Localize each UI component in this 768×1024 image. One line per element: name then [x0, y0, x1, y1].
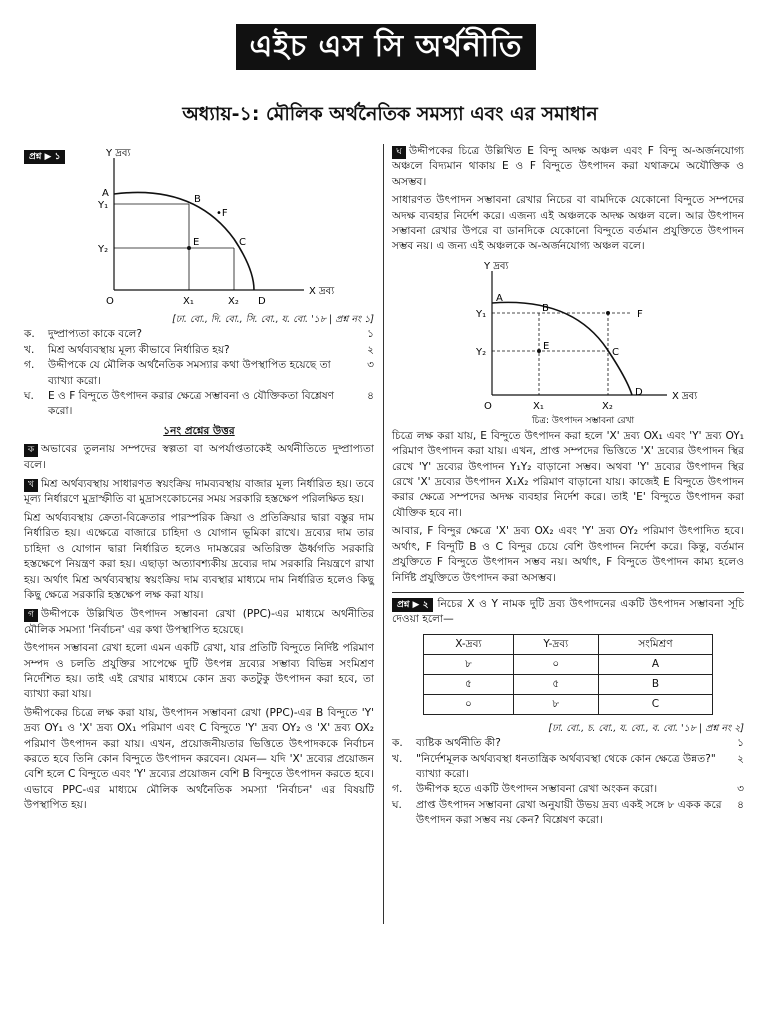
q2-badge: প্রশ্ন ▶ ২ [392, 598, 433, 612]
q1-ppc-graph [84, 144, 384, 312]
q1-answer-kha [24, 477, 374, 603]
g2-point-e [537, 349, 541, 353]
q1-point-e [187, 246, 191, 250]
q1-label-a: A [102, 188, 109, 199]
g2-point-f [606, 311, 610, 315]
q2-separator [392, 592, 744, 593]
g2-label-y1: Y₁ [476, 308, 487, 320]
answer-badge: ক [24, 444, 38, 457]
q1-label-y1: Y₁ [98, 200, 109, 211]
answer-text: মিশ্র অর্থব্যবস্থায় সাধারণত স্বয়ংক্রিয় দামব্যবস্থায় বাজার মূল্য নির্ধারিত হয়। তবে মূল্য নির্ধারণে মুদ্রাস্ফীতি বা মুদ্রাসংকোচনের সময় সরকারি হস্তক্ষেপ পরিলক্ষিত হয়। [24, 478, 374, 506]
q1-answer-gha [392, 144, 744, 255]
right-column [392, 144, 744, 829]
table-header: Y-দ্রব্য [513, 634, 598, 654]
table-cell: ৮ [513, 694, 598, 714]
sq-text: উদ্দীপক হতে একটি উৎপাদন সম্ভাবনা রেখা অংকন করো। [416, 783, 658, 796]
q1-answer-gha-more [392, 429, 744, 586]
chapter-title: অধ্যায়-১: মৌলিক অর্থনৈতিক সমস্যা এবং এর সমাধান [182, 103, 598, 125]
answer-text: মিশ্র অর্থব্যবস্থায় ক্রেতা-বিক্রেতার পারস্পরিক ক্রিয়া ও প্রতিক্রিয়ার দ্বারা বস্তুর দাম নির্ধারিত হয়। এক্ষেত্রে বাজারে চাহিদা ও যোগান ভূমিকা রাখে। দ্রব্যের দাম তার চাহিদা ও যোগান দ্বারা নির্ধারিত হলেও দামস্তরের অতিরিক্ত ঊর্ধ্বগতি সরকারি হস্তক্ষেপে নিয়ন্ত্রণ করা হয়। এছাড়া অত্যাবশ্যকীয় দ্রব্যের দাম সরকারি নিয়ন্ত্রণে রাখা হয়। অর্থাৎ মিশ্র অর্থব্যবস্থায় স্বয়ংক্রিয় দাম ব্যবস্থার মাধ্যমে দাম নির্ধারিত হলেও কিছু কিছু ক্ষেত্রে সরকারি হস্তক্ষেপ লক্ষ করা যায়। [24, 511, 374, 601]
q1-answer-title: ১নং প্রশ্নের উত্তর [163, 424, 235, 437]
g2-label-x2: X₂ [602, 400, 613, 412]
table-row [424, 674, 713, 694]
g2-label-e: E [543, 340, 550, 352]
table-cell: ৮ [424, 654, 514, 674]
q1-badge: প্রশ্ন ▶ ১ [24, 150, 65, 164]
g2-label-o: O [484, 400, 492, 412]
q1-sub-questions [24, 327, 374, 419]
g2-label-a: A [496, 292, 503, 304]
q2-sub-ga [392, 782, 744, 797]
q1-sub-ga [24, 358, 374, 389]
sq-text: দুষ্প্রাপ্যতা কাকে বলে? [48, 328, 142, 341]
sq-text: উদ্দীপকে যে মৌলিক অর্থনৈতিক সমস্যার কথা উপস্থাপিত হয়েছে তা ব্যাখ্যা করো। [48, 359, 331, 387]
sq-key: খ. [392, 752, 403, 765]
q2-intro [392, 597, 744, 628]
sq-text: মিশ্র অর্থব্যবস্থায় মূল্য কীভাবে নির্ধারিত হয়? [48, 343, 230, 356]
table-cell: ০ [513, 654, 598, 674]
answer-text: আবার, F বিন্দুর ক্ষেত্রে 'X' দ্রব্য OX₂ এবং 'Y' দ্রব্য OY₂ পরিমাণ উৎপাদিত হবে। অর্থাৎ, F বিন্দুটি B ও C বিন্দুর চেয়ে বেশি উৎপাদন নির্দেশ করে। কিন্তু, বর্তমান প্রযুক্তিতে F বিন্দুতে উৎপাদন সম্ভব নয়। অর্থাৎ, F বিন্দুতে উৎপাদন কাম্য হলেও নির্দিষ্ট প্রযুক্তিতে উৎপাদন করা অসম্ভব। [392, 525, 744, 584]
q2-intro-text: নিচের X ও Y নামক দুটি দ্রব্য উৎপাদনের একটি উৎপাদন সম্ভাবনা সূচি দেওয়া হলো— [392, 597, 744, 626]
q2-sub-ka [392, 736, 744, 751]
g2-label-f: F [637, 308, 643, 320]
q1-label-y2: Y₂ [98, 244, 109, 255]
table-header: X-দ্রব্য [424, 634, 514, 654]
table-cell: B [598, 674, 712, 694]
answer-text: উদ্দীপকের চিত্রে উল্লিখিত E বিন্দু অদক্ষ অঞ্চল এবং F বিন্দু অ-অর্জনযোগ্য অঞ্চলে বিদ্যমান থাকায় E ও F বিন্দুতে উৎপাদন করা যথাক্রমে অযৌক্তিক ও অসম্ভব। [392, 145, 744, 188]
answer-badge: ঘ [392, 146, 406, 159]
g2-caption: চিত্র: উৎপাদন সম্ভাবনা রেখা [532, 415, 635, 426]
q1-answer-ka [24, 442, 374, 473]
q1-label-x1: X₁ [183, 296, 194, 307]
answer-badge: গ [24, 609, 38, 622]
g2-y-label: Y দ্রব্য [484, 260, 509, 272]
sq-text: "নির্দেশমূলক অর্থব্যবস্থা ধনতান্ত্রিক অর্থব্যবস্থা থেকে কোন ক্ষেত্রে উন্নত?" ব্যাখ্যা করো। [416, 752, 716, 780]
sq-text: E ও F বিন্দুতে উৎপাদন করার ক্ষেত্রে সম্ভাবনা ও যৌক্তিকতা বিশ্লেষণ করো। [48, 390, 335, 418]
q1-graph2-block [392, 259, 744, 429]
table-header-row [424, 634, 713, 654]
q1-ppc-graph-2 [432, 259, 732, 429]
q1-label-c: C [239, 237, 246, 248]
q2-sub-gha [392, 798, 744, 829]
answer-text: চিত্রে লক্ষ করা যায়, E বিন্দুতে উৎপাদন করা হলে 'X' দ্রব্য OX₁ এবং 'Y' দ্রব্য OY₁ পরিমাণ উৎপাদন করা যায়। এখন, প্রাপ্ত সম্পদের ভিত্তিতে 'X' দ্রব্যের উৎপাদন স্থির রেখে 'Y' দ্রব্যের উৎপাদন Y₁Y₂ বাড়ানো সম্ভব। অথবা 'Y' দ্রব্যের উৎপাদন স্থির রেখে 'X' দ্রব্যের উৎপাদন X₁X₂ পরিমাণ বাড়ানো যায়। কাজেই E বিন্দুতে উৎপাদন করার ক্ষেত্রে সম্পদের অদক্ষ ব্যবহার নির্দেশ করে। তাই 'E' বিন্দুতে উৎপাদন করা যৌক্তিক হবে না। [392, 429, 744, 519]
q1-label-o: O [106, 296, 114, 307]
g2-label-b: B [542, 302, 549, 314]
q1-label-f: •F [216, 208, 228, 219]
sq-key: ক. [392, 737, 403, 750]
q1-label-e: E [193, 237, 200, 248]
book-title: এইচ এস সি অর্থনীতি [236, 24, 536, 70]
q1-graph-block [24, 144, 374, 312]
g2-label-y2: Y₂ [476, 346, 487, 358]
q1-label-b: B [194, 194, 201, 205]
table-cell: ৫ [513, 674, 598, 694]
sq-text: প্রাপ্ত উৎপাদন সম্ভাবনা রেখা অনুযায়ী উভয় দ্রব্য একই সঙ্গে ৮ একক করে উৎপাদন করা সম্ভব নয় কেন? বিশ্লেষণ করো। [416, 798, 722, 827]
g2-x-label: X দ্রব্য [672, 390, 698, 402]
table-cell: C [598, 694, 712, 714]
answer-text: অভাবের তুলনায় সম্পদের স্বল্পতা বা অপর্যাপ্ততাকেই অর্থনীতিতে দুষ্প্রাপ্যতা বলে। [24, 443, 374, 471]
answer-text: সাধারণত উৎপাদন সম্ভাবনা রেখার নিচের বা বামদিকে যেকোনো বিন্দুতে সম্পদের অদক্ষ ব্যবহার নির্দেশ করে। এজন্য এই অঞ্চলকে অদক্ষ অঞ্চল বলে। আর উৎপাদন সম্ভাবনা রেখার উপরে বা ডানদিকে যেকোনো বিন্দুতে বর্তমান প্রযুক্তিতে উৎপাদন সম্ভব নয়। এ জন্য এই অঞ্চলকে অ-অর্জনযোগ্য অঞ্চল বলে। [392, 194, 744, 253]
sq-mark: ৩ [737, 783, 744, 796]
table-cell: A [598, 654, 712, 674]
q2-sub-kha [392, 752, 744, 783]
table-row [424, 654, 713, 674]
q1-answer-ga [24, 607, 374, 813]
q1-source: [ঢা. বো., দি. বো., সি. বো., য. বো. '১৮ | প্রশ্ন নং ১] [172, 314, 374, 325]
sq-key: ঘ. [392, 798, 402, 811]
q1-label-d: D [258, 296, 266, 307]
table-row [424, 694, 713, 714]
q1-y-label: Y দ্রব্য [106, 148, 131, 159]
sq-mark: ৩ [367, 359, 374, 372]
answer-text: উৎপাদন সম্ভাবনা রেখা হলো এমন একটি রেখা, যার প্রতিটি বিন্দুতে নির্দিষ্ট পরিমাণ সম্পদ ও চলতি প্রযুক্তির সাপেক্ষে দুটি উৎপন্ন দ্রব্যের সম্ভাব্য বিভিন্ন সংমিশ্রণ নির্দেশিত হয়। তাই এই রেখার মাধ্যমে কোন দ্রব্য কতটুকু উৎপাদন করা হবে, তা ব্যাখ্যা করা যায়। [24, 642, 374, 701]
sq-key: ঘ. [24, 390, 34, 403]
sq-mark: ২ [737, 752, 744, 765]
q2-source: [ঢা. বো., চ. বো., য. বো., ব. বো. '১৮ | প্রশ্ন নং ২] [548, 722, 744, 734]
g2-ppc-curve [492, 302, 632, 395]
sq-mark: ২ [367, 343, 374, 356]
q1-sub-gha [24, 389, 374, 420]
sq-mark: ১ [737, 737, 744, 750]
sq-key: গ. [392, 783, 403, 796]
sq-key: গ. [24, 359, 35, 372]
g2-label-x1: X₁ [533, 400, 544, 412]
sq-key: খ. [24, 343, 35, 356]
sq-mark: ৪ [367, 390, 374, 403]
sq-mark: ৪ [737, 798, 744, 811]
answer-badge: খ [24, 479, 38, 492]
q1-x-label: X দ্রব্য [309, 286, 335, 297]
table-header: সংমিশ্রণ [598, 634, 712, 654]
table-cell: ০ [424, 694, 514, 714]
q1-sub-ka [24, 327, 374, 342]
q2-schedule-table [423, 634, 713, 715]
answer-text: উদ্দীপকে উল্লিখিত উৎপাদন সম্ভাবনা রেখা (PPC)-এর মাধ্যমে অর্থনীতির মৌলিক সমস্যা 'নির্বাচন' এর কথা উপস্থাপিত হয়েছে। [24, 608, 374, 636]
q2-sub-questions [392, 736, 744, 828]
q1-ppc-curve [114, 192, 254, 290]
sq-key: ক. [24, 328, 35, 341]
q1-label-x2: X₂ [228, 296, 239, 307]
q1-sub-kha [24, 343, 374, 358]
answer-text: উদ্দীপকের চিত্রে লক্ষ করা যায়, উৎপাদন সম্ভাবনা রেখা (PPC)-এর B বিন্দুতে 'Y' দ্রব্য OY₁ ও 'X' দ্রব্য OX₁ পরিমাণ এবং C বিন্দুতে 'Y' দ্রব্য OY₂ ও 'X' দ্রব্য OX₂ পরিমাণ উৎপাদন করা যায়। এখন, প্রয়োজনীয়তার ভিত্তিতে উৎপাদককে নির্বাচন করতে হবে তিনি কোন বিন্দুতে উৎপাদন করবেন। যেমন— যদি 'X' দ্রব্যের প্রয়োজন বেশি হলে C বিন্দুতে এবং 'Y' দ্রব্যের প্রয়োজন বেশি B বিন্দুতে উৎপাদন করতে হবে। এভাবে PPC-এর মাধ্যমে মৌলিক অর্থনৈতিক সমস্যা 'নির্বাচন' এর বিষয়টি উপস্থাপিত হয়। [24, 706, 374, 812]
sq-mark: ১ [367, 328, 374, 341]
g2-label-c: C [612, 346, 619, 358]
sq-text: ব্যষ্টিক অর্থনীতি কী? [416, 737, 501, 750]
g2-label-d: D [635, 386, 643, 398]
left-column [24, 144, 374, 818]
table-cell: ৫ [424, 674, 514, 694]
